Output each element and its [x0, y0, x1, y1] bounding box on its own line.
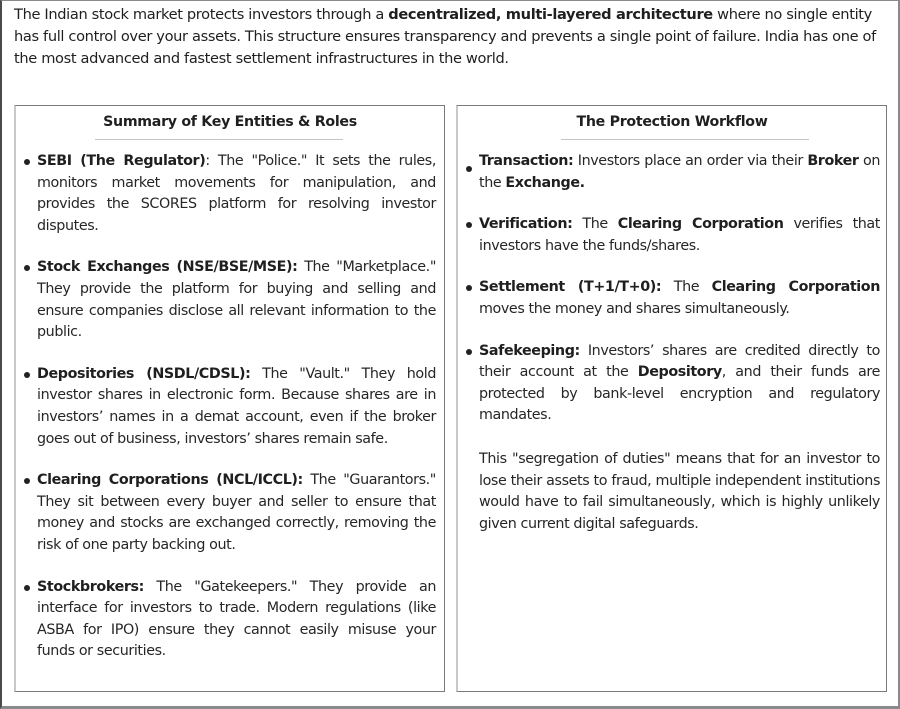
step-text: verifies that investors have the funds/shares.	[479, 216, 880, 254]
bullet-icon	[466, 166, 472, 172]
step-text: on the	[479, 153, 880, 191]
step-text: moves the money and shares simultaneously.	[479, 300, 790, 317]
intro-text-2: where no single entity has full control over your assets. This structure ensures transparency and prevents a single point of failure. India has one of the most advanced and fastest settlement infrastructures in the world.	[14, 6, 876, 67]
step-emphasis: Broker	[807, 153, 859, 169]
workflow-panel-title: The Protection Workflow	[576, 114, 768, 130]
bullet-icon	[466, 222, 472, 228]
entity-term: Depositories (NSDL/CDSL):	[37, 365, 251, 382]
step-term: Transaction:	[479, 153, 574, 169]
step-text: Investors place an order via their	[573, 153, 808, 169]
workflow-panel	[456, 105, 887, 692]
step-emphasis: Exchange.	[505, 174, 585, 191]
workflow-step-settlement	[466, 277, 880, 320]
entity-term: Clearing Corporations (NCL/ICCL):	[37, 472, 303, 489]
title-divider	[561, 139, 809, 140]
bullet-icon	[466, 349, 472, 355]
bullet-icon	[24, 585, 30, 591]
bullet-icon	[24, 265, 30, 271]
workflow-step-verification	[466, 214, 880, 257]
entity-description: The "Police." It sets the rules, monitors market movements for manipulation, and provides the SCORES platform for resolving investor disputes.	[37, 153, 436, 234]
intro-highlight: decentralized, multi-layered architecture	[388, 6, 713, 23]
entity-term: SEBI (The Regulator)	[37, 153, 206, 169]
bullet-icon	[466, 285, 472, 291]
entities-panel	[14, 105, 445, 692]
step-emphasis: Depository	[637, 364, 722, 381]
workflow-step-transaction	[466, 151, 880, 194]
step-text: Investors’ shares are credited directly to their account at the	[479, 342, 880, 381]
step-text: The	[572, 216, 618, 233]
entity-description: The "Marketplace." They provide the platform for buying and selling and ensure companies disclose all relevant information to the public.	[37, 259, 437, 341]
workflow-step-safekeeping	[466, 341, 880, 427]
entity-term: Stock Exchanges (NSE/BSE/MSE):	[37, 259, 298, 276]
list-item-depositories	[24, 364, 436, 450]
step-term: Verification:	[479, 216, 573, 233]
bullet-icon	[24, 478, 30, 484]
bullet-icon	[24, 159, 30, 165]
step-term: Settlement (T+1/T+0):	[479, 279, 662, 296]
step-text: The	[661, 279, 712, 296]
step-emphasis: Clearing Corporation	[711, 279, 880, 296]
list-item-stockbrokers	[24, 577, 436, 663]
workflow-list	[466, 151, 880, 427]
intro-text-1: The Indian stock market protects investors through a	[14, 6, 389, 23]
entities-list	[24, 151, 436, 663]
step-emphasis: Clearing Corporation	[617, 216, 784, 233]
list-item-stock-exchanges	[24, 257, 436, 343]
intro-paragraph	[14, 4, 890, 70]
step-text: , and their funds are protected by bank-level encryption and regulatory mandates.	[479, 364, 880, 424]
entity-description: The "Gatekeepers." They provide an interface for investors to trade. Modern regulations (like ASBA for IPO) ensure they cannot easily misuse your funds or securities.	[37, 578, 436, 660]
term-separator: :	[205, 153, 210, 169]
title-divider	[95, 139, 343, 140]
bullet-icon	[24, 372, 30, 378]
list-item-clearing-corporations	[24, 470, 436, 556]
list-item-sebi	[24, 151, 436, 237]
entity-term: Stockbrokers:	[37, 578, 144, 595]
entity-description: The "Vault." They hold investor shares in electronic form. Because shares are in investors’ names in a demat account, even if the broker goes out of business, investors’ shares remain safe.	[37, 365, 436, 447]
step-term: Safekeeping:	[479, 342, 580, 359]
entity-description: The "Guarantors." They sit between every buyer and seller to ensure that money and stocks are exchanged correctly, removing the risk of one party backing out.	[37, 472, 436, 553]
entities-panel-title: Summary of Key Entities & Roles	[103, 114, 357, 130]
segregation-note: This "segregation of duties" means that for an investor to lose their assets to fraud, multiple independent institutions would have to fail simultaneously, which is highly unlikely given current digital safeguards.	[479, 451, 880, 532]
